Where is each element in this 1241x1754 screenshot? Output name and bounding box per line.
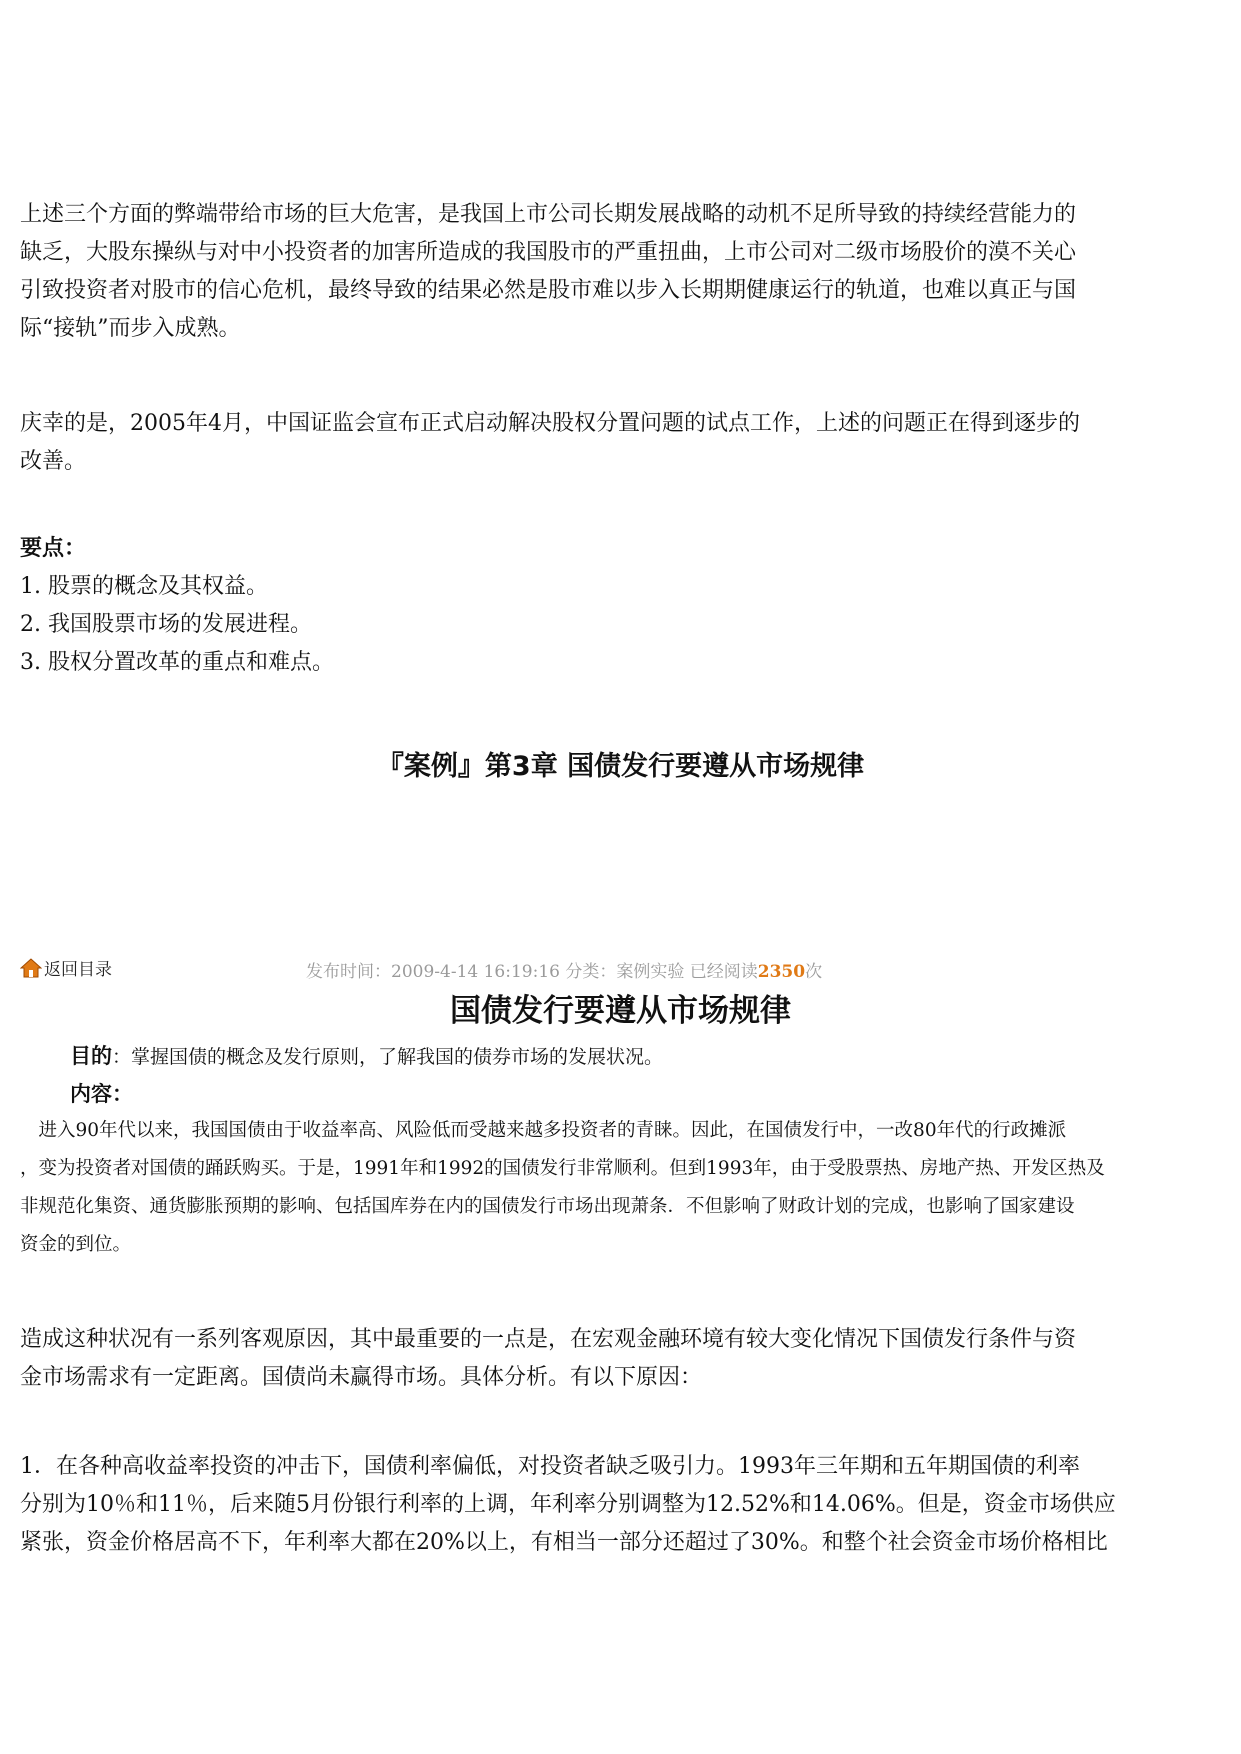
key-point-item: 2. 我国股票市场的发展进程。: [20, 612, 312, 637]
text-line: ，变为投资者对国债的踊跃购买。于是，1991年和1992的国债发行非常顺利。但到1993年，由于受股票热、房地产热、开发区热及: [20, 1158, 1105, 1179]
key-points-heading: 要点：: [20, 536, 87, 561]
article-title: 国债发行要遵从市场规律: [450, 993, 791, 1029]
text-line: 1．在各种高收益率投资的冲击下，国债利率偏低，对投资者缺乏吸引力。1993年三年期和五年期国债的利率: [20, 1454, 1080, 1479]
paragraph-market-harm: [20, 196, 1220, 348]
text-line: 分别为10％和11％，后来随5月份银行利率的上调，年利率分别调整为12.52%和14.06%。但是，资金市场供应: [20, 1492, 1116, 1517]
paragraph-2005-reform: [20, 405, 1220, 481]
read-count-suffix: 次: [805, 962, 823, 982]
text-line: 造成这种状况有一系列客观原因，其中最重要的一点是，在宏观金融环境有较大变化情况下国债发行条件与资: [20, 1327, 1077, 1352]
chapter-title: 『案例』第3章 国债发行要遵从市场规律: [376, 751, 865, 782]
text-line: 金市场需求有一定距离。国债尚未赢得市场。具体分析。有以下原因：: [20, 1365, 703, 1390]
key-point-item: 3. 股权分置改革的重点和难点。: [20, 650, 334, 675]
text-line: 进入90年代以来，我国国债由于收益率高、风险低而受越来越多投资者的青睐。因此，在国债发行中，一改80年代的行政摊派: [20, 1120, 1067, 1141]
text-line: 上述三个方面的弊端带给市场的巨大危害，是我国上市公司长期发展战略的动机不足所导致的持续经营能力的: [20, 202, 1077, 227]
text-line: 际“接轨”而步入成熟。: [20, 316, 241, 341]
purpose-label: 目的: [70, 1044, 112, 1068]
text-line: 紧张，资金价格居高不下，年利率大都在20%以上，有相当一部分还超过了30%。和整个社会资金市场价格相比: [20, 1530, 1108, 1555]
publish-meta-text: 发布时间：2009-4-14 16:19:16 分类：案例实验 已经阅读: [306, 962, 758, 982]
key-points: [20, 530, 1220, 682]
paragraph-causes: [20, 1321, 1220, 1397]
text-line: 缺乏，大股东操纵与对中小投资者的加害所造成的我国股市的严重扭曲，上市公司对二级市场股价的漠不关心: [20, 240, 1077, 265]
text-line: 庆幸的是，2005年4月，中国证监会宣布正式启动解决股权分置问题的试点工作，上述的问题正在得到逐步的: [20, 411, 1080, 436]
paragraph-interest-rate: [20, 1448, 1220, 1562]
paragraph-intro: [20, 1112, 1220, 1264]
back-link-label: 返回目录: [44, 960, 112, 980]
text-line: 资金的到位。: [20, 1234, 132, 1255]
key-point-item: 1. 股票的概念及其权益。: [20, 574, 268, 599]
text-line: 改善。: [20, 449, 87, 474]
purpose-line: [70, 1040, 663, 1070]
purpose-text: ：掌握国债的概念及发行原则，了解我国的债券市场的发展状况。: [112, 1046, 664, 1068]
read-count: 2350: [757, 962, 806, 982]
back-to-contents-link[interactable]: [20, 955, 112, 980]
publish-meta: [306, 957, 822, 982]
home-icon: [20, 957, 42, 979]
text-line: 引致投资者对股市的信心危机，最终导致的结果必然是股市难以步入长期期健康运行的轨道，也难以真正与国: [20, 278, 1077, 303]
text-line: 非规范化集资、通货膨胀预期的影响、包括国库券在内的国债发行市场出现萧条．不但影响了财政计划的完成，也影响了国家建设: [20, 1196, 1075, 1217]
content-label: 内容：: [70, 1082, 133, 1106]
